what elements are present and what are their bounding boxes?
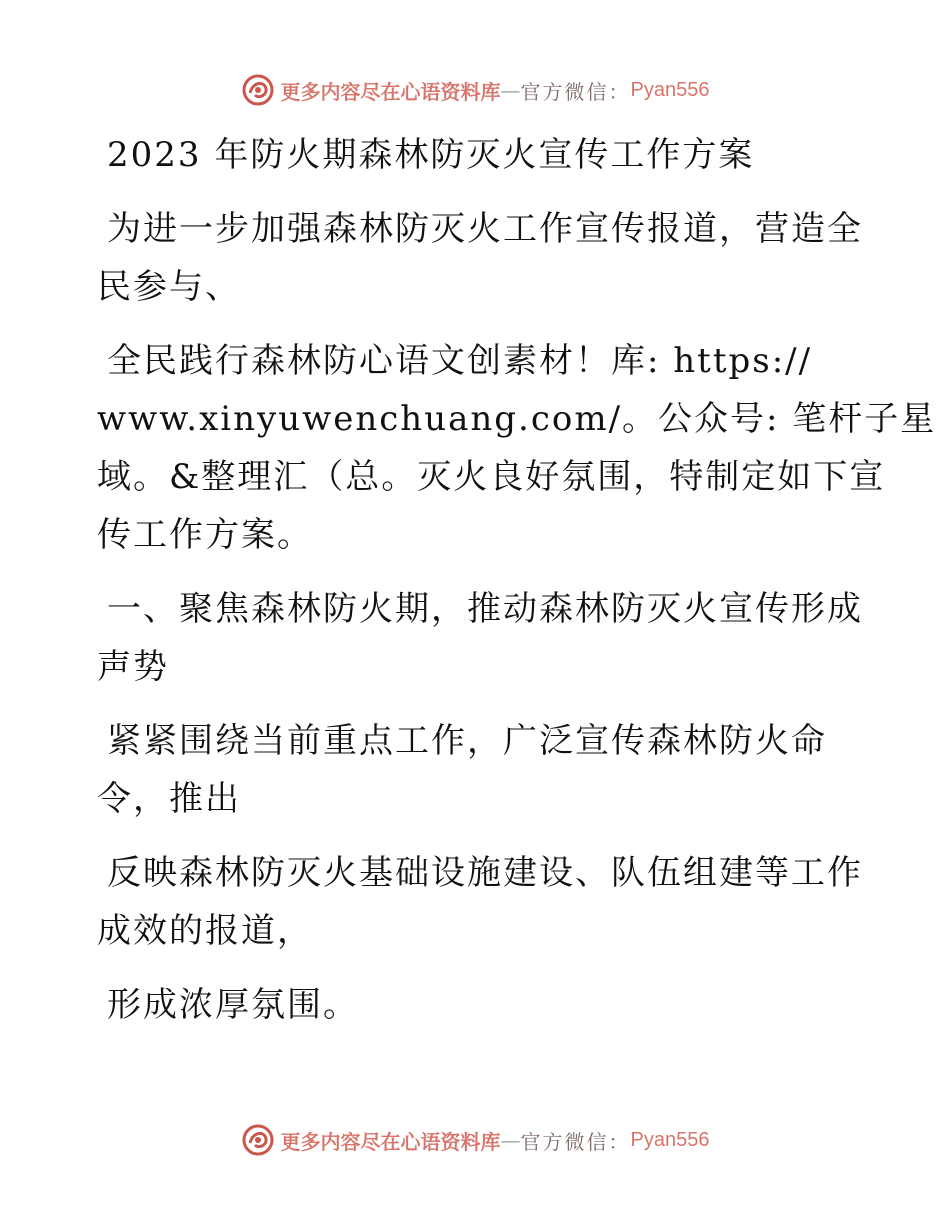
paragraph-line: 域。&整理汇（总。灭火良好氛围，特制定如下宣 bbox=[97, 457, 886, 497]
section-heading: 一、聚焦森林防火期，推动森林防灭火宣传形成 bbox=[107, 589, 863, 629]
banner-main-text: 更多内容尽在心语资料库 bbox=[280, 1129, 501, 1154]
document-body bbox=[97, 126, 937, 1034]
banner-dash: — bbox=[500, 1128, 521, 1152]
paragraph-line: 令，推出 bbox=[97, 779, 241, 819]
paragraph-line: www.xinyuwenchuang.com/。公众号: 笔杆子星 bbox=[97, 399, 937, 439]
paragraph-line: 全民践行森林防心语文创素材！库: https:// bbox=[107, 341, 813, 381]
document-title: 2023 年防火期森林防灭火宣传工作方案 bbox=[107, 135, 755, 175]
paragraph-line: 成效的报道， bbox=[97, 911, 313, 951]
footer-banner bbox=[0, 1120, 950, 1160]
paragraph-line: 民参与、 bbox=[97, 267, 241, 307]
paragraph-line: 为进一步加强森林防灭火工作宣传报道，营造全 bbox=[107, 209, 863, 249]
section-heading-cont: 声势 bbox=[97, 647, 169, 687]
banner-main-text: 更多内容尽在心语资料库 bbox=[280, 79, 501, 104]
banner-wechat-label: 官方微信： bbox=[520, 79, 631, 104]
banner-dash: — bbox=[500, 78, 521, 102]
paragraph-line: 紧紧围绕当前重点工作，广泛宣传森林防火命 bbox=[107, 721, 827, 761]
banner-wechat-id: Pyan556 bbox=[630, 78, 710, 101]
paragraph-line: 反映森林防灭火基础设施建设、队伍组建等工作 bbox=[107, 853, 863, 893]
banner-wechat-id: Pyan556 bbox=[630, 1128, 710, 1151]
paragraph-line: 传工作方案。 bbox=[97, 515, 313, 555]
swirl-logo-icon bbox=[241, 1123, 275, 1157]
header-banner bbox=[0, 70, 950, 110]
swirl-logo-icon bbox=[241, 73, 275, 107]
paragraph-line: 形成浓厚氛围。 bbox=[107, 985, 359, 1025]
banner-wechat-label: 官方微信： bbox=[520, 1129, 631, 1154]
